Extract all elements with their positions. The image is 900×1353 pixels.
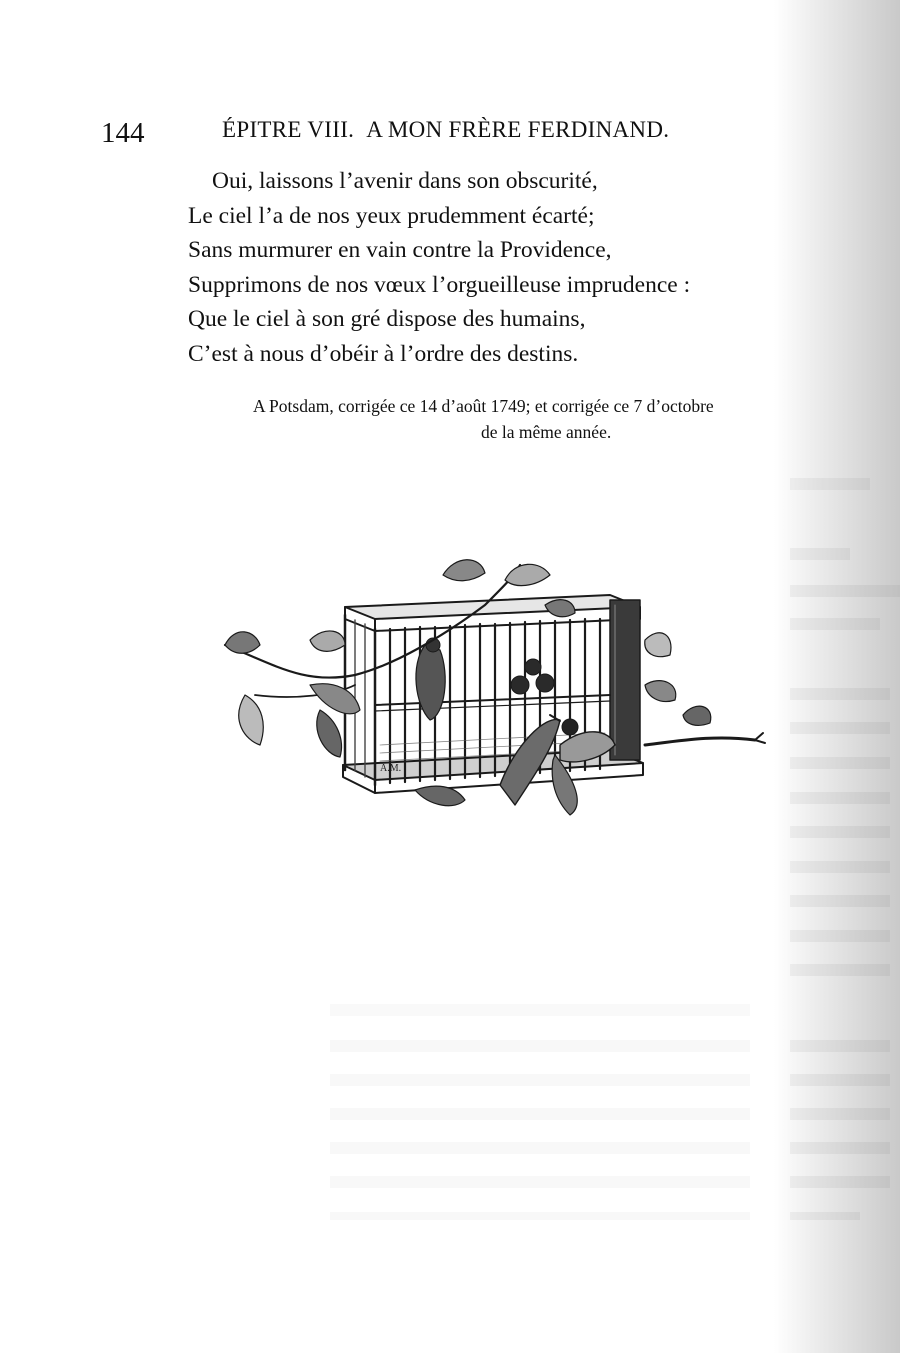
- birdcage-vignette-icon: [215, 545, 775, 835]
- engraver-signature: A.M.: [380, 763, 402, 774]
- running-head: [222, 117, 669, 143]
- colophon-line-2: de la même année.: [481, 422, 612, 442]
- verse-line: Supprimons de nos vœux l’orgueilleuse imprudence :: [188, 271, 691, 298]
- epistle-title: A MON FRÈRE FERDINAND.: [366, 117, 670, 142]
- colophon-line-1: A Potsdam, corrigée ce 14 d’août 1749; et corrigée ce 7 d’octobre: [253, 396, 714, 416]
- verse-line: Oui, laissons l’avenir dans son obscurité,: [212, 168, 598, 194]
- verse-line: Sans murmurer en vain contre la Providence,: [188, 237, 612, 263]
- verse-line: Que le ciel à son gré dispose des humains,: [188, 306, 586, 332]
- epistle-number: ÉPITRE VIII.: [222, 117, 355, 142]
- verse-line: C’est à nous d’obéir à l’ordre des destins.: [188, 340, 579, 367]
- page-number: 144: [101, 117, 145, 149]
- colophon: [253, 393, 873, 445]
- poem-stanza: [188, 164, 828, 371]
- verse-line: Le ciel l’a de nos yeux prudemment écarté;: [188, 202, 595, 229]
